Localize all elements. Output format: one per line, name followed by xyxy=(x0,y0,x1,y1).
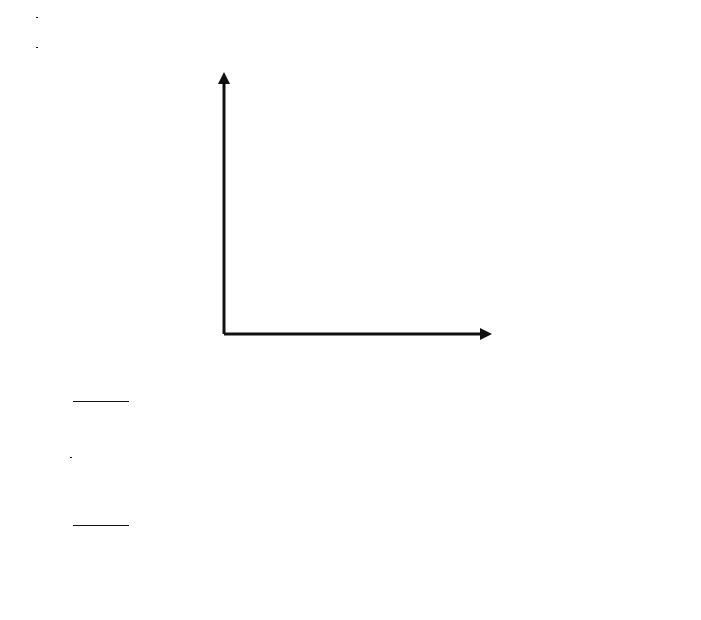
y-axis-arrow-icon xyxy=(218,72,230,84)
question-1 xyxy=(60,388,133,408)
question-2 xyxy=(60,449,73,469)
x-axis-arrow-icon xyxy=(480,328,492,340)
answer-blank-1[interactable] xyxy=(73,389,129,402)
question-3 xyxy=(60,512,133,532)
fraction-half xyxy=(70,457,72,458)
question-4 xyxy=(60,569,69,589)
answer-blank-3[interactable] xyxy=(73,513,129,526)
